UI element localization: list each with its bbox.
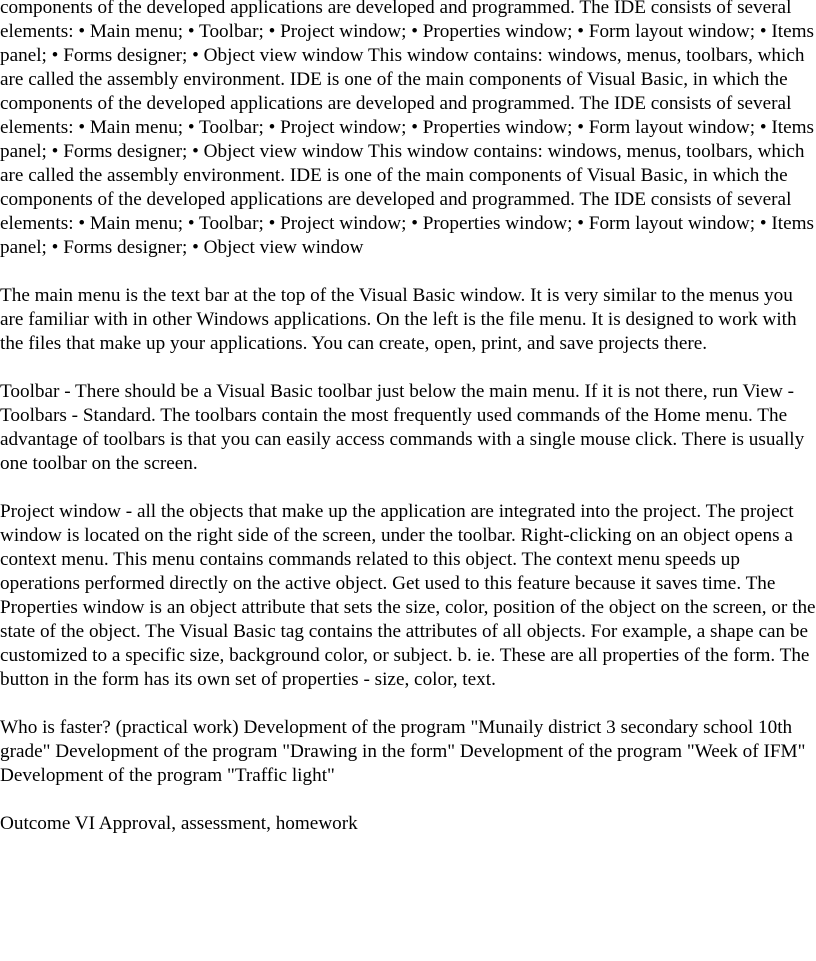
paragraph-ide-overview: components of the developed applications are developed and programmed. The IDE consists of several elements: • Main menu; • Toolbar; • Project window; • Properties window; • Form layout window; • Items panel; • Forms designer; • Object view window This window contains: windows, menus, toolbars, which are called the assembly environment. IDE is one of the main components of Visual Basic, in which the components of the developed applications are developed and programmed. The IDE consists of several elements: • Main menu; • Toolbar; • Project window; • Properties window; • Form layout window; • Items panel; • Forms designer; • Object view window This window contains: windows, menus, toolbars, which are called the assembly environment. IDE is one of the main components of Visual Basic, in which the components of the developed applications are developed and programmed. The IDE consists of several elements: • Main menu; • Toolbar; • Project window; • Properties window; • Form layout window; • Items panel; • Forms designer; • Object view window [0, 0, 815, 258]
paragraph-practical-work: Who is faster? (practical work) Development of the program "Munaily district 3 secondary school 10th grade" Development of the program "Drawing in the form" Development of the program "Week of IFM" Development of the program "Traffic light" [0, 717, 806, 786]
paragraph-main-menu: The main menu is the text bar at the top of the Visual Basic window. It is very similar to the menus you are familiar with in other Windows applications. On the left is the file menu. It is designed to work with the files that make up your applications. You can create, open, print, and save projects there. [0, 285, 797, 354]
paragraph-toolbar: Toolbar - There should be a Visual Basic toolbar just below the main menu. If it is not there, run View - Toolbars - Standard. The toolbars contain the most frequently used commands of the Home menu. The advantage of toolbars is that you can easily access commands with a single mouse click. There is usually one toolbar on the screen. [0, 381, 805, 474]
paragraph-project-window: Project window - all the objects that make up the application are integrated into the project. The project window is located on the right side of the screen, under the toolbar. Right-clicking on an object opens a context menu. This menu contains commands related to this object. The context menu speeds up operations performed directly on the active object. Get used to this feature because it saves time. The Properties window is an object attribute that sets the size, color, position of the object on the screen, or the state of the object. The Visual Basic tag contains the attributes of all objects. For example, a shape can be customized to a specific size, background color, or subject. b. ie. These are all properties of the form. The button in the form has its own set of properties - size, color, text. [0, 501, 816, 690]
paragraph-outcome: Outcome VI Approval, assessment, homework [0, 813, 358, 834]
